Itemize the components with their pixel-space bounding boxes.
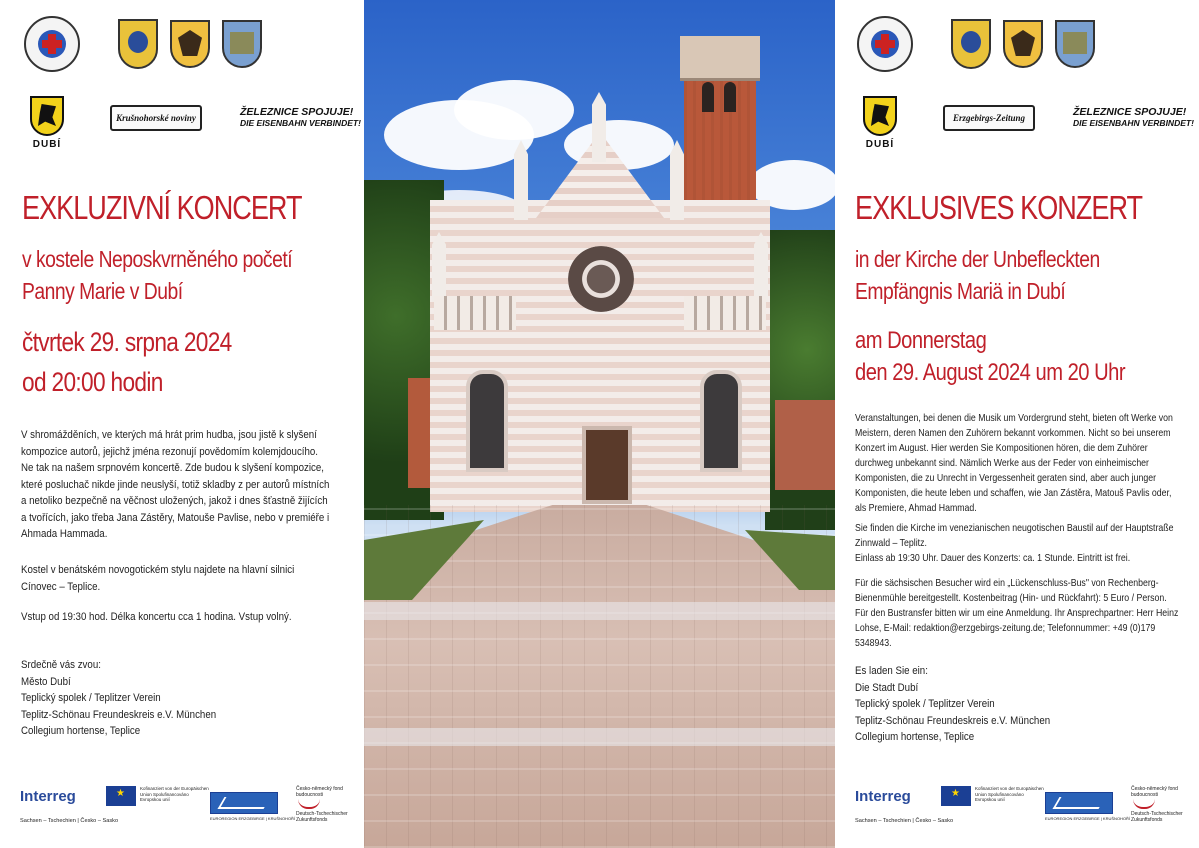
body-text [21,427,364,740]
dubi-shield-icon [30,96,64,136]
church-name-line1: in der Kirche der Unbefleckten [855,246,1100,272]
paragraph-entry: Einlass ab 19:30 Uhr. Dauer des Konzerts: ca. 1 Stunde. Eintritt ist frei. [855,553,1131,564]
crest-1-icon [951,19,991,69]
paragraph-location: Kostel v benátském novogotickém stylu najdete na hlavní silnici Cínovec – Teplice. [21,564,295,593]
crest-2-icon [170,20,210,68]
inviter-item: Teplitz-Schönau Freundeskreis e.V. München [855,714,1051,727]
inviter-item: Teplický spolek / Teplitzer Verein [21,692,161,704]
paragraph-entry: Vstup od 19:30 hod. Délka koncertu cca 1 hodina. Vstup volný. [21,611,292,623]
paragraph-intro: Veranstaltungen, bei denen die Musik um Vordergrund steht, bieten oft Werke von Meistern, deren Namen den Zuhörern bekannt vorkommen. Nicht so bei unserem Konzert im August. Hier werden Sie Kompositionen hören, die dem Zuhörer durchweg unbekannt sind. Nämlich Werke aus der Feder von einheimischer Komponisten, die zu Unrecht in Vergessenheit geraten sind, aber auch junger Komponisten, die heute leben und schaffen, wie Jan Zástěra, Matouš Pavlis oder, als Premiere, Ahmad Hammad. [855,413,1173,514]
euroregion-label: EUROREGION ERZGEBIRGE | KRUŠNOHOŘÍ [1045,816,1131,821]
invite-block [855,663,1199,746]
logo-row-top [857,16,1095,72]
eu-flag-icon [106,786,136,806]
newspaper-logo: Erzgebirgs-Zeitung [943,105,1035,131]
teplicky-spolek-seal-icon [24,16,80,72]
fund-name-cz: Česko-německý fond budoucnosti [1131,786,1178,798]
german-panel [835,0,1199,848]
future-fund-logo [1131,786,1191,823]
fund-arc-icon [298,799,320,809]
rail-slogan-de: DIE EISENBAHN VERBINDET! [240,118,361,128]
inviter-item: Teplitz-Schönau Freundeskreis e.V. München [21,708,217,721]
fund-name-cz: Česko-německý fond budoucnosti [296,786,343,798]
fund-name-de: Deutsch-Tschechischer Zukunftsfonds [1131,811,1183,823]
crest-2-icon [1003,20,1043,68]
railway-logo [1073,107,1194,129]
concert-title: EXKLUZIVNÍ KONCERT [22,189,302,226]
concert-day: am Donnerstag [855,327,987,354]
rail-slogan-de: DIE EISENBAHN VERBINDET! [1073,118,1194,128]
rail-slogan-cz: ŽELEZNICE SPOJUJE! [240,106,354,118]
concert-date: čtvrtek 29. srpna 2024 [22,327,232,357]
inviter-item: Město Dubí [21,675,71,688]
body-text [855,411,1199,660]
sponsor-footer [20,780,350,830]
paragraph-intro: V shromážděních, ve kterých má hrát prim hudba, jsou jistě k slyšení kompozice autorů, jejichž jména rezonují povědomím kolemjdoucího. Ne tak na našem srpnovém koncertě. Zde budou k slyšení kompozice, které posluchač nikde jinde neuslyší, totiž skladby z per autorů místních a netoliko bezpečně na věčnost uložených, jakož i dnes šťastně žijících a tvořících, jako třeba Jana Zástěry, Matouše Pavlise, nebo v premiéře i Ahmada Hammada. [21,429,330,540]
interreg-subtitle: Sachsen – Tschechien | Česko – Sasko [855,818,954,824]
eu-flag-icon [941,786,971,806]
crest-3-icon [222,20,262,68]
inviter-item: Collegium hortense, Teplice [855,731,975,743]
dubi-shield-icon [863,96,897,136]
sponsor-footer [855,780,1185,830]
logo-row-top [24,16,262,72]
czech-panel [0,0,364,848]
invite-heading: Srdečně vás zvou: [21,659,101,671]
church-photo [364,0,835,848]
newspaper-logo: Krušnohorské noviny [110,105,202,131]
church-name-line2: Panny Marie v Dubí [22,278,183,304]
rose-window [568,246,634,312]
eu-cofinance-text: Kofinanziert von der Europäischen Union Spolufinancováno Evropskou unií [975,786,1044,802]
church-name-line1: v kostele Neposkvrněného početí [22,246,293,272]
inviter-item: Teplický spolek / Teplitzer Verein [855,698,995,710]
interreg-logo: Interreg [20,788,76,805]
inviter-item: Die Stadt Dubí [855,681,919,694]
fund-arc-icon [1133,799,1155,809]
inviter-item: Collegium hortense, Teplice [21,725,141,737]
crest-1-icon [118,19,158,69]
crest-3-icon [1055,20,1095,68]
rail-slogan-cz: ŽELEZNICE SPOJUJE! [1073,106,1187,118]
church-door [582,426,632,504]
euroregion-logo-icon [1045,792,1113,814]
paragraph-location: Sie finden die Kirche im venezianischen neugotischen Baustil auf der Hauptstraße Zinnwald – Teplitz. [855,523,1174,549]
concert-title: EXKLUSIVES KONZERT [855,189,1143,226]
railway-logo [240,107,361,129]
euroregion-label: EUROREGION ERZGEBIRGE | KRUŠNOHOŘÍ [210,816,296,821]
eu-cofinance-text: Kofinanziert von der Europäischen Union Spolufinancováno Evropskou unií [140,786,209,802]
invite-heading: Es laden Sie ein: [855,665,928,677]
paragraph-bus: Für die sächsischen Besucher wird ein „Lückenschluss-Bus" von Rechenberg-Bienenmühle bereitgestellt. Kostenbeitrag (Hin- und Rückfahrt): 5 Euro / Person. Für den Bustransfer bitten wir um eine Anmeldung. Ihr Ansprechpartner: Herr Heinz Lohse, E-Mail: redaktion@erzgebirgs-zeitung.de; Telefonnummer: +49 (0)179 5348943. [855,578,1179,649]
euroregion-logo-icon [210,792,278,814]
concert-date: den 29. August 2024 um 20 Uhr [855,359,1126,386]
interreg-subtitle: Sachsen – Tschechien | Česko – Sasko [20,818,119,824]
church-name-line2: Empfängnis Mariä in Dubí [855,278,1066,304]
fund-name-de: Deutsch-Tschechischer Zukunftsfonds [296,811,348,823]
future-fund-logo [296,786,356,823]
dubi-logo: DUBÍ [863,96,897,150]
concert-time: od 20:00 hodin [22,367,163,397]
dubi-logo: DUBÍ [30,96,64,150]
interreg-logo: Interreg [855,788,911,805]
teplitzer-verein-seal-icon [857,16,913,72]
